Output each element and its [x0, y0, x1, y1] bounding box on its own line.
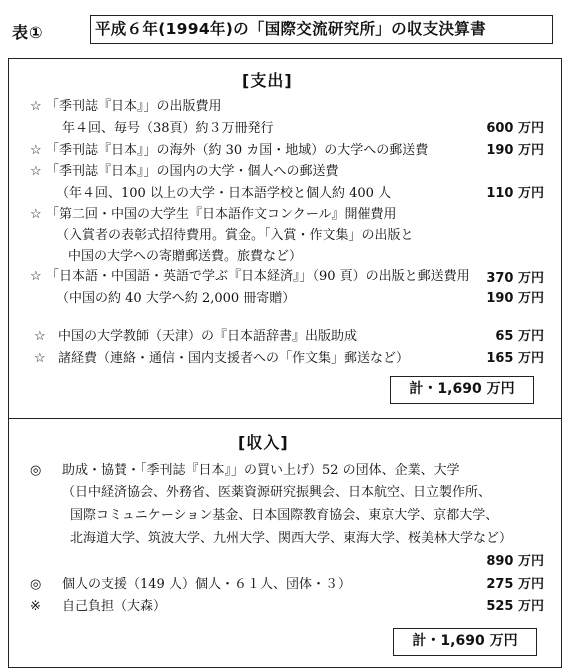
star-mark: ☆	[30, 143, 42, 158]
expenditure-amount: 190 万円	[486, 143, 544, 158]
double-circle-mark: ◎	[30, 463, 42, 478]
expenditure-line: 「季刊誌『日本』」の出版費用	[46, 99, 222, 114]
expenditure-line: 「季刊誌『日本』」の海外（約 30 カ国・地域）の大学への郵送費	[46, 143, 429, 158]
income-line: 助成・協賛・「季刊誌『日本』」の買い上げ）52 の団体、企業、大学	[62, 463, 460, 478]
expenditure-amount: 110 万円	[486, 186, 544, 201]
expenditure-amount: 370 万円	[486, 271, 544, 286]
expenditure-line: 諸経費（連絡・通信・国内支援者への「作文集」郵送など）	[58, 351, 410, 366]
income-heading: [収入]	[238, 433, 289, 452]
document-title: 平成６年(1994年)の「国際交流研究所」の収支決算書	[90, 15, 553, 44]
expenditure-line: （入賞者の表彰式招待費用。賞金。「入賞・作文集」の出版と	[56, 228, 414, 243]
income-total: 計・1,690 万円	[393, 628, 537, 656]
double-circle-mark: ◎	[30, 577, 42, 592]
section-divider	[8, 418, 562, 419]
income-line: 自己負担（大森）	[62, 599, 167, 614]
expenditure-amount: 190 万円	[486, 291, 544, 306]
star-mark: ☆	[34, 351, 46, 366]
income-line: 国際コミュニケーション基金、日本国際教育協会、東京大学、京都大学、	[70, 508, 499, 523]
income-amount: 275 万円	[486, 577, 544, 592]
star-mark: ☆	[30, 269, 42, 284]
expenditure-line: 「季刊誌『日本』」の国内の大学・個人への郵送費	[46, 164, 339, 179]
star-mark: ☆	[34, 329, 46, 344]
expenditure-heading: [支出]	[242, 71, 293, 90]
star-mark: ☆	[30, 207, 42, 222]
expenditure-line: 中国の大学への寄贈郵送費。旅費など）	[68, 249, 303, 264]
income-line: （日中経済協会、外務省、医薬資源研究振興会、日本航空、日立製作所、	[62, 485, 492, 500]
expenditure-line: 「第二回・中国の大学生『日本語作文コンクール』開催費用	[46, 207, 397, 222]
expenditure-line: （年４回、100 以上の大学・日本語学校と個人約 400 人	[56, 186, 392, 201]
expenditure-amount: 65 万円	[495, 329, 544, 344]
expenditure-total: 計・1,690 万円	[390, 376, 534, 404]
expenditure-line: 「日本語・中国語・英語で学ぶ『日本経済』」（90 頁）の出版と郵送費用	[46, 269, 470, 284]
income-line: 個人の支援（149 人）個人・６１人、団体・３）	[62, 577, 351, 592]
expenditure-line: （中国の約 40 大学へ約 2,000 冊寄贈）	[56, 291, 296, 306]
expenditure-line: 中国の大学教師（天津）の『日本語辞書』出版助成	[58, 329, 358, 344]
expenditure-amount: 165 万円	[486, 351, 544, 366]
income-line: 北海道大学、筑波大学、九州大学、関西大学、東海大学、桜美林大学など）	[70, 531, 513, 546]
income-amount: 890 万円	[486, 554, 544, 569]
reference-mark: ※	[30, 599, 41, 614]
table-label: 表①	[12, 23, 44, 42]
star-mark: ☆	[30, 99, 42, 114]
income-amount: 525 万円	[486, 599, 544, 614]
star-mark: ☆	[30, 164, 42, 179]
expenditure-amount: 600 万円	[486, 121, 544, 136]
expenditure-line: 年４回、毎号（38頁）約３万冊発行	[62, 121, 274, 136]
